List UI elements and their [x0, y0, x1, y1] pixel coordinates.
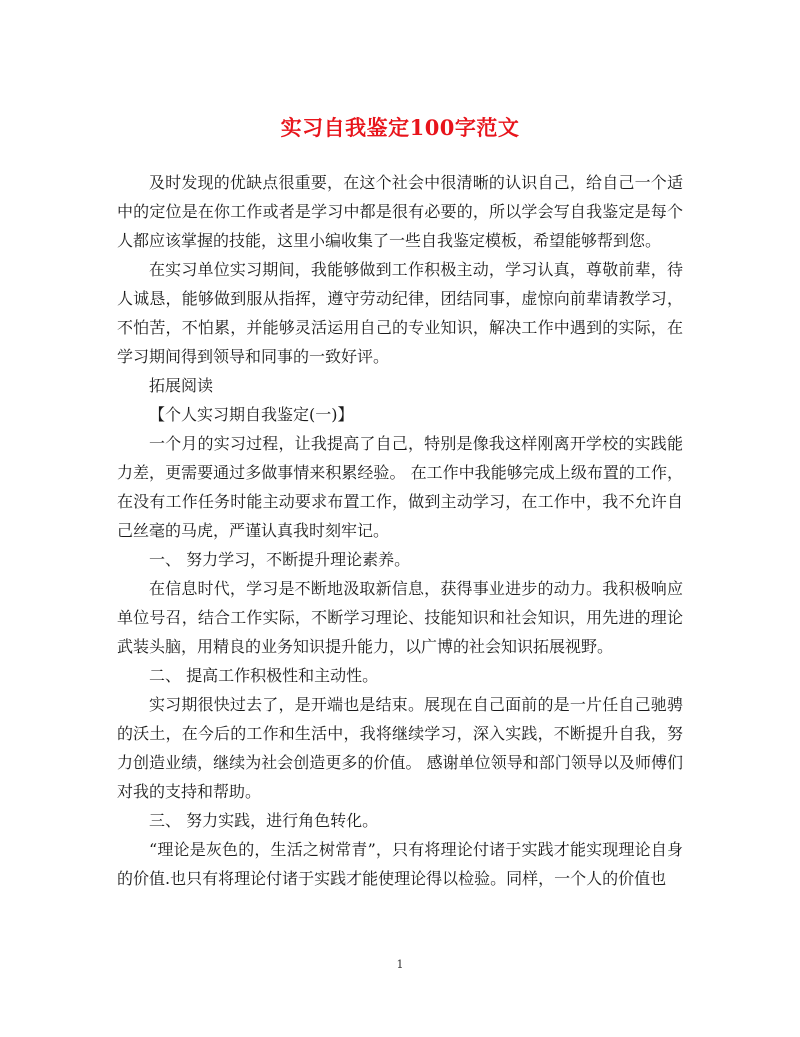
document-body: [117, 168, 683, 893]
point-heading-3: 三、 努力实践，进行角色转化。: [149, 811, 379, 830]
section-heading: 【个人实习期自我鉴定(一)】: [149, 405, 354, 424]
point-heading-1: 一、 努力学习，不断提升理论素养。: [149, 550, 411, 569]
point-heading-2: 二、 提高工作积极性和主动性。: [149, 666, 379, 685]
page-number: 1: [396, 958, 404, 971]
document-title: 实习自我鉴定100字范文: [280, 115, 520, 140]
paragraph-initiative: 实习期很快过去了，是开端也是结束。展现在自己面前的是一片任自己驰骋的沃土，在今后的工作和生活中，我将继续学习，深入实践，不断提升自我，努力创造业绩，继续为社会创造更多的价值。 感谢单位领导和部门领导以及师傅们对我的支持和帮助。: [117, 695, 683, 801]
paragraph-one-month: 一个月的实习过程，让我提高了自己，特别是像我这样刚离开学校的实践能力差，更需要通过多做事情来积累经验。 在工作中我能够完成上级布置的工作，在没有工作任务时能主动要求布置工作，做到主动学习，在工作中，我不允许自己丝毫的马虎，严谨认真我时刻牢记。: [117, 434, 683, 540]
paragraph-practice: “理论是灰色的，生活之树常青”，只有将理论付诸于实践才能实现理论自身的价值.也只有将理论付诸于实践才能使理论得以检验。同样，一个人的价值也: [117, 840, 683, 888]
paragraph-learning: 在信息时代，学习是不断地汲取新信息，获得事业进步的动力。我积极响应单位号召，结合工作实际，不断学习理论、技能知识和社会知识，用先进的理论武装头脑，用精良的业务知识提升能力，以广博的社会知识拓展视野。: [117, 579, 683, 656]
paragraph-internship: 在实习单位实习期间，我能够做到工作积极主动，学习认真，尊敬前辈，待人诚恳，能够做到服从指挥，遵守劳动纪律，团结同事，虚惊向前辈请教学习，不怕苦，不怕累，并能够灵活运用自己的专业知识，解决工作中遇到的实际，在学习期间得到领导和同事的一致好评。: [117, 260, 683, 366]
paragraph-intro: 及时发现的优缺点很重要，在这个社会中很清晰的认识自己，给自己一个适中的定位是在你工作或者是学习中都是很有必要的，所以学会写自我鉴定是每个人都应该掌握的技能，这里小编收集了一些自我鉴定模板，希望能够帮到您。: [117, 173, 683, 250]
paragraph-extended-reading: 拓展阅读: [149, 376, 214, 395]
